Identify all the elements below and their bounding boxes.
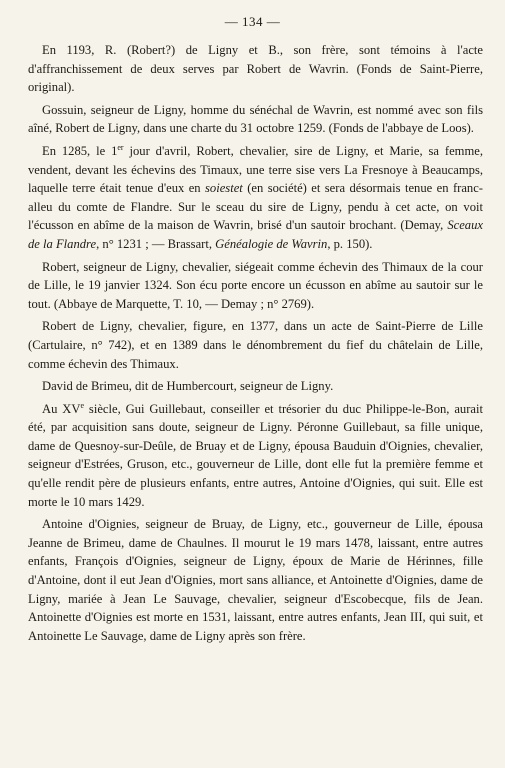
paragraph-text: David de Brimeu, dit de Humbercourt, seigneur de Ligny. <box>42 379 334 394</box>
paragraph-1 <box>28 41 483 97</box>
page-number: — 134 — <box>224 14 281 29</box>
paragraph-8 <box>28 515 483 645</box>
ordinal-superscript: er <box>117 142 124 152</box>
paragraph-text: Antoine d'Oignies, seigneur de Bruay, de Ligny, etc., gouverneur de Lille, épousa Jeanne de Brimeu, dame de Chaulnes. Il mourut le 19 mars 1478, laissant, entre autres enfants, François d'Oignies, seigneur de Ligny, époux de Marie de Hérinnes, fille d'Antoine, dont il eut Jean d'Oignies, mort sans alliance, et Antoinette d'Oignies, dame de Ligny, mariée à Jean Le Sauvage, chevalier, seigneur d'Escobecque, fils de Jean. Antoinette d'Oignies est morte en 1531, laissant, entre autres enfants, Jean III, qui suit, et Antoinette Le Sauvage, dame de Ligny après son frère. <box>28 517 483 643</box>
paragraph-2 <box>28 101 483 138</box>
paragraph-text: Robert, seigneur de Ligny, chevalier, siégeait comme échevin des Thimaux de la cour de Lille, le 19 janvier 1324. Son écu porte encore un écusson en abîme au sautoir sur le tout. (Abbaye de Marquette, T. 10, — Demay ; n° 2769). <box>28 259 483 311</box>
paragraph-text: , n° 1231 ; — Brassart, <box>96 236 216 251</box>
italic-title: Généalogie de Wavrin <box>215 236 328 251</box>
paragraph-text: (en société) et sera désormais tenue en franc-alleu du comte de Flandre. Sur le sceau du sire de Ligny, pendu à cet acte, on voit l'écusson en abîme de la maison de Wavrin, brisé d'un sautoir brochant. (Demay, <box>28 181 484 233</box>
paragraph-text: Robert de Ligny, chevalier, figure, en 1377, dans un acte de Saint-Pierre de Lille (Cartulaire, n° 742), et en 1389 dans le dénombrement du fief du châtelain de Lille, comme échevin des Thimaux. <box>28 319 483 371</box>
paragraph-3 <box>28 142 483 254</box>
paragraph-7 <box>28 400 483 512</box>
paragraph-6 <box>28 377 483 396</box>
italic-title: Sceaux de la Flandre <box>28 218 483 251</box>
body-text <box>28 41 483 645</box>
century-superscript: e <box>80 400 85 410</box>
paragraph-5 <box>28 317 483 373</box>
paragraph-text: Gossuin, seigneur de Ligny, homme du sénéchal de Wavrin, est nommé avec son fils aîné, Robert de Ligny, dans une charte du 31 octobre 1259. (Fonds de l'abbaye de Loos). <box>28 102 483 136</box>
paragraph-text: En 1285, le 1 <box>42 143 118 158</box>
italic-term: soiestet <box>205 181 243 196</box>
paragraph-text: En 1193, R. (Robert?) de Ligny et B., son frère, sont témoins à l'acte d'affranchissement de deux serves par Robert de Wavrin. (Fonds de Saint-Pierre, original). <box>28 43 483 95</box>
paragraph-text: siècle, Gui Guillebaut, conseiller et trésorier du duc Philippe-le-Bon, aurait été, par acquisition sans doute, seigneur de Ligny. Péronne Guillebaut, sa fille unique, dame de Quesnoy-sur-Deûle, de Bruay et de Ligny, épousa Bauduin d'Oignies, chevalier, seigneur d'Estrées, Gruson, etc., gouverneur de Lille, dont elle fut la première femme et qu'elle rendit père de plusieurs enfants, entre autres, Antoine d'Oignies, qui suit. Elle est morte le 10 mars 1429. <box>28 401 484 509</box>
paragraph-4 <box>28 258 483 314</box>
paragraph-text: , p. 150). <box>327 236 373 251</box>
paragraph-text: jour d'avril, Robert, chevalier, sire de Ligny, et Marie, sa femme, vendent, devant les échevins des Timaux, une terre sise vers La Fresnoye à Beaucamps, laquelle terre était tenue d'eux en <box>28 143 483 196</box>
paragraph-text: Au XV <box>42 401 81 416</box>
